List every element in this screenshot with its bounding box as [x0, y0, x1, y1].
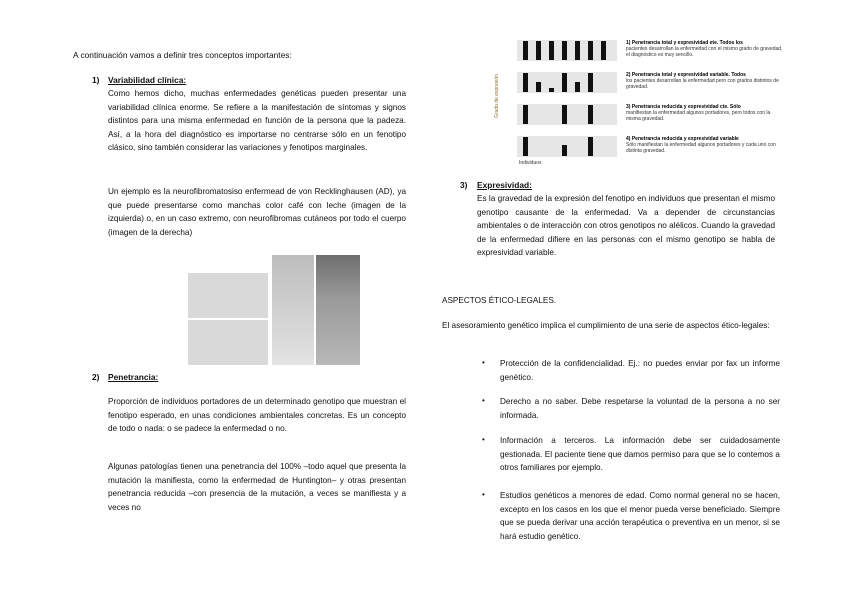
- chart-bar: [523, 41, 528, 60]
- cafe-au-lait-photo-bottom: [188, 320, 268, 365]
- chart-bar: [523, 105, 528, 124]
- ethics-bullet-3: Información a terceros. La información debe ser cuidadosamente gestionada. El paciente tiene que damos permiso para que se lo contemos a otros familiares por ejemplo.: [500, 436, 780, 473]
- chart-bar: [588, 41, 593, 60]
- chart-bar: [536, 82, 541, 92]
- chart-bar: [562, 105, 567, 124]
- chart-bar: [549, 41, 554, 60]
- chart-bar: [536, 41, 541, 60]
- intro-text: A continuación vamos a definir tres conceptos importantes:: [73, 50, 292, 60]
- ethics-bullet-4: Estudios genéticos a menores de edad. Como normal general no se hacen, excepto en los casos en los que el menor pueda verse beneficiado. Siempre que se pueda derivar una acción terapéutica o preventiva en un menor, si se hará estudio genético.: [500, 491, 780, 541]
- chart-bar: [562, 41, 567, 60]
- bullet-4-symbol: •: [482, 490, 485, 499]
- section-1-paragraph-1: Como hemos dicho, muchas enfermedades genéticas pueden presentar una variabilidad clínica enorme. Se refiere a la manifestación de síntomas y signos distintos para una misma enfermedad en función de la persona que la padeza. Así, a la hora del diagnóstico es importarse no centrarse sólo en un fenotipo clásico, sino también considerar las variaciones y fenotipos marginales.: [108, 89, 406, 153]
- section-1-paragraph-2: Un ejemplo es la neurofibromatosiso enfermead de von Recklinghausen (AD), ya que puede presentarse como manchas color café con leche (imagen de la izquierda) o, en un caso extremo, con neurofibromas cutáneos por todo el cuerpo (imagen de la derecha): [108, 187, 406, 237]
- chart-caption-2: 2) Penetrancia total y expresividad variable. Todos los pacientes desarrollan la enfermedad pero con grados distintos de gravedad.: [626, 72, 779, 90]
- chart-x-label: Individuos: [519, 160, 542, 166]
- chart-bar: [588, 137, 593, 156]
- chart-bar: [562, 73, 567, 92]
- chart-caption-1: 1) Penetrancia total y expresividad ete. Todos los pacientes desarrollan la enfermedad con el mismo grado de gravedad, el diagnóstico es muy sencillo.: [626, 40, 783, 58]
- chart-bar: [588, 73, 593, 92]
- section-2-paragraph-1: Proporción de individuos portadores de un determinado genotipo que muestran el fenotipo esperado, en unas condiciones ambientales concretas. Es un concepto de todo o nada: o se padece la enfermedad o no.: [108, 397, 406, 434]
- chart-caption-3: 3) Penetrancia reducida y expresividad cte. Sólo manifiestan la enfermedad algunos portadores, pero todos con la misma gravedad.: [626, 104, 771, 122]
- ethics-bullet-1: Protección de la confidencialidad. Ej.: no puedes enviar por fax un informe genético.: [500, 359, 780, 382]
- chart-row-4: [517, 136, 617, 157]
- bullet-3-symbol: •: [482, 435, 485, 444]
- chart-bar: [601, 41, 606, 60]
- cafe-au-lait-photo-top: [188, 273, 268, 318]
- section-3-paragraph-1: Es la gravedad de la expresión del fenotipo en individuos que presentan el mismo genotipo causante de la enfermedad. Va a depender de circunstancias ambientales o de interacción con otros genotipos no alélicos. Cuando la gravedad de la enfermedad difiere en las personas con el mismo genotipo se habla de expresividad variable.: [477, 194, 775, 258]
- neurofibromas-photo-front: [272, 255, 314, 365]
- ethics-intro: El asesoramiento genético implica el cumplimiento de una serie de aspectos ético-legales:: [442, 321, 770, 330]
- chart-bar: [575, 41, 580, 60]
- chart-row-3: [517, 104, 617, 125]
- ethics-heading: ASPECTOS ÉTICO-LEGALES.: [442, 296, 557, 305]
- section-1-title: Variabilidad clínica:: [108, 75, 187, 85]
- ethics-bullet-2: Derecho a no saber. Debe respetarse la voluntad de la persona a no ser informada.: [500, 397, 780, 420]
- chart-bar: [523, 73, 528, 92]
- chart-bar: [575, 82, 580, 92]
- section-1-number: 1): [92, 75, 100, 85]
- section-3-title: Expresividad:: [477, 180, 532, 190]
- chart-bar: [562, 145, 567, 156]
- section-3-number: 3): [460, 180, 468, 190]
- bullet-1-symbol: •: [482, 358, 485, 367]
- section-2-number: 2): [92, 372, 100, 382]
- chart-bar: [588, 105, 593, 124]
- chart-row-2: [517, 72, 617, 93]
- neurofibromas-photo-back: [316, 255, 360, 365]
- chart-bar: [523, 137, 528, 156]
- section-2-paragraph-2: Algunas patologías tienen una penetrancia del 100% –todo aquel que presenta la mutación la manifiesta, como la enfermedad de Huntington– y otras presentan penetrancia reducida –con presencia de la mutación, a veces se manifiesta y a veces no: [108, 462, 406, 512]
- section-2-title: Penetrancia:: [108, 372, 159, 382]
- chart-caption-4: 4) Penetrancia reducida y expresividad variable Sólo manifiestan la enfermedad algunos portadores y cada uno con distinta gravedad.: [626, 136, 776, 154]
- bullet-2-symbol: •: [482, 396, 485, 405]
- chart-y-label: Grado de expresión: [494, 74, 500, 118]
- chart-bar: [549, 88, 554, 92]
